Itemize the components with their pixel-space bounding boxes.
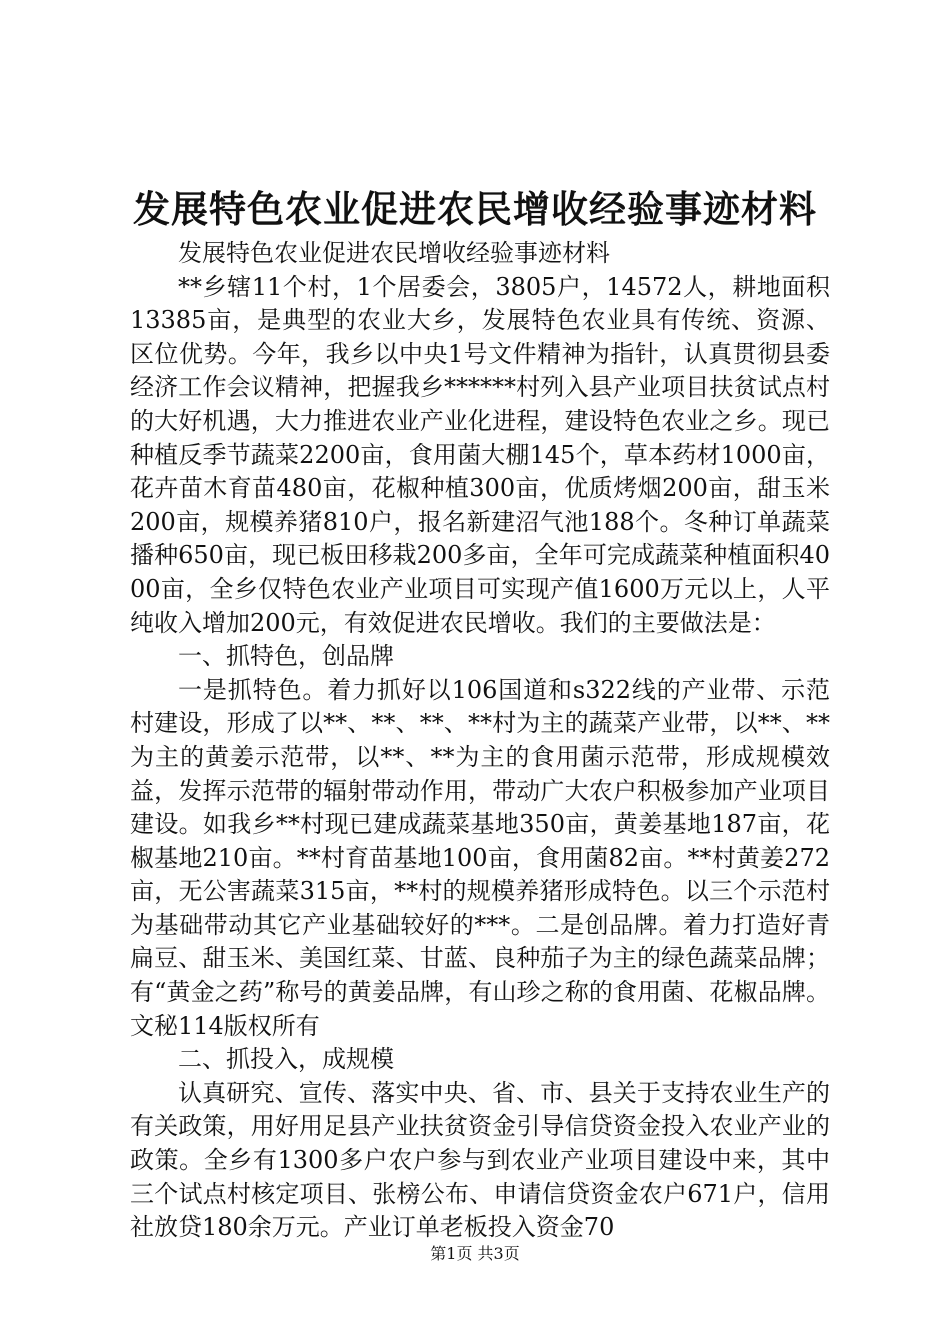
paragraph-section-2: 认真研究、宣传、落实中央、省、市、县关于支持农业生产的有关政策，用好用足县产业扶贫资金引导信贷资金投入农业产业的政策。全乡有1300多户农户参与到农业产业项目建设中来，其中三个试点村核定项目、张榜公布、申请信贷资金农户671户，信用社放贷180余万元。产业订单老板投入资金70 — [130, 1078, 830, 1242]
page-footer: 第1页 共3页 — [430, 1244, 520, 1263]
paragraph-section-1: 一是抓特色。着力抓好以106国道和s322线的产业带、示范村建设，形成了以**、**、**、**村为主的蔬菜产业带，以**、**为主的黄姜示范带，以**、**为主的食用菌示范带，形成规模效益，发挥示范带的辐射带动作用，带动广大农户积极参加产业项目建设。如我乡**村现已建成蔬菜基地350亩，黄姜基地187亩，花椒基地210亩。**村育苗基地100亩，食用菌82亩。**村黄姜272亩，无公害蔬菜315亩，**村的规模养猪形成特色。以三个示范村为基础带动其它产业基础较好的***。二是创品牌。着力打造好青扁豆、甜玉米、美国红菜、甘蓝、良种茄子为主的绿色蔬菜品牌；有“黄金之药”称号的黄姜品牌，有山珍之称的食用菌、花椒品牌。文秘114版权所有 — [130, 675, 830, 1040]
document-title: 发展特色农业促进农民增收经验事迹材料 — [133, 187, 817, 231]
section-heading-1: 一、抓特色，创品牌 — [178, 642, 394, 671]
paragraph-subtitle: 发展特色农业促进农民增收经验事迹材料 — [178, 239, 610, 267]
paragraph-intro: **乡辖11个村，1个居委会，3805户，14572人，耕地面积13385亩，是典型的农业大乡，发展特色农业具有传统、资源、区位优势。今年，我乡以中央1号文件精神为指针，认真贯彻县委经济工作会议精神，把握我乡******村列入县产业项目扶贫试点村的大好机遇，大力推进农业产业化进程，建设特色农业之乡。现已种植反季节蔬菜2200亩，食用菌大棚145个，草本药材1000亩，花卉苗木育苗480亩，花椒种植300亩，优质烤烟200亩，甜玉米200亩，规模养猪810户，报名新建沼气池188个。冬种订单蔬菜播种650亩，现已板田移栽200多亩，全年可完成蔬菜种植面积4000亩，全乡仅特色农业产业项目可实现产值1600万元以上，人平纯收入增加200元，有效促进农民增收。我们的主要做法是： — [130, 272, 830, 637]
section-heading-2: 二、抓投入，成规模 — [178, 1045, 394, 1074]
document-body — [130, 237, 830, 1245]
